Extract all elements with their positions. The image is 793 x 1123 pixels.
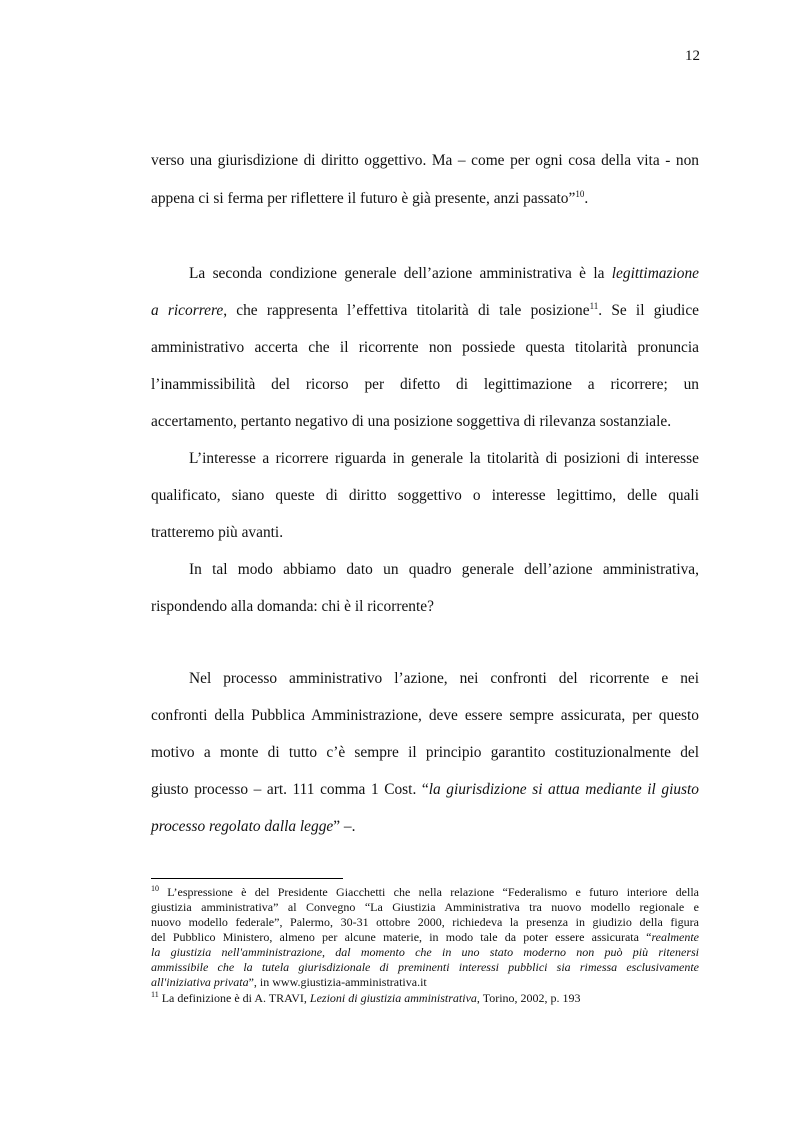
footnote-10 xyxy=(151,885,699,900)
text-line: qualificato, siano queste di diritto soggettivo o interesse legittimo, delle quali xyxy=(151,487,699,504)
footnote-line xyxy=(151,930,699,945)
text-line: accertamento, pertanto negativo di una posizione soggettiva di rilevanza sostanziale. xyxy=(151,413,672,430)
text-span: appena ci si ferma per riflettere il futuro è già presente, anzi passato” xyxy=(151,190,576,207)
text-span: L’espressione è del Presidente Giacchetti che nella relazione “Federalismo e futuro interiore della xyxy=(159,885,699,899)
text-line: rispondendo alla domanda: chi è il ricorrente? xyxy=(151,598,434,615)
text-span: . xyxy=(584,190,589,207)
text-line xyxy=(151,817,699,837)
text-line: l’inammissibilità del ricorso per difetto di legittimazione a ricorrere; un xyxy=(151,376,699,393)
text-line: amministrativo accerta che il ricorrente non possiede questa titolarità pronuncia xyxy=(151,339,699,356)
text-line: verso una giurisdizione di diritto oggettivo. Ma – come per ogni cosa della vita - non xyxy=(151,152,699,169)
page-number: 12 xyxy=(685,48,700,64)
text-span: La definizione è di A. TRAVI, xyxy=(158,991,310,1005)
emphasis-text: la giustizia nell'amministrazione, dal momento che in uno stato moderno non può più ritenersi xyxy=(151,945,699,959)
footnote-line xyxy=(151,960,699,975)
text-span: ” –. xyxy=(333,818,356,835)
emphasis-text: realmente xyxy=(651,930,699,944)
text-span: giusto processo – art. 111 comma 1 Cost. “ xyxy=(151,781,429,798)
footnote-ref-10[interactable]: 10 xyxy=(575,189,585,199)
emphasis-text: all'iniziativa privata xyxy=(151,975,249,989)
emphasis-text: processo regolato dalla legge xyxy=(151,818,334,835)
text-span: . Se il giudice xyxy=(598,302,700,319)
text-span: La seconda condizione generale dell’azione amministrativa è la xyxy=(189,265,612,282)
footnote-separator xyxy=(151,878,343,879)
text-line xyxy=(151,189,699,209)
footnote-line xyxy=(151,945,699,960)
text-line: confronti della Pubblica Amministrazione, deve essere sempre assicurata, per questo xyxy=(151,707,699,724)
emphasis-text: Lezioni di giustizia amministrativa xyxy=(309,991,477,1005)
footnote-11 xyxy=(151,991,699,1006)
footnote-line xyxy=(151,975,699,990)
footnote-line: nuovo modello federale”, Palermo, 30-31 ottobre 2000, richiedeva la presenza in giudizio della figura xyxy=(151,915,699,929)
text-line: In tal modo abbiamo dato un quadro generale dell’azione amministrativa, xyxy=(189,561,699,578)
footnote-number: 11 xyxy=(151,990,159,999)
footnote-number: 10 xyxy=(151,884,159,893)
text-span: , che rappresenta l’effettiva titolarità di tale posizione xyxy=(223,302,590,319)
text-line: Nel processo amministrativo l’azione, nei confronti del ricorrente e nei xyxy=(189,670,699,687)
text-line xyxy=(151,301,699,321)
emphasis-text: a ricorrere xyxy=(151,302,224,319)
footnote-ref-11[interactable]: 11 xyxy=(589,301,599,311)
text-span: , Torino, 2002, p. 193 xyxy=(476,991,581,1005)
text-line: L’interesse a ricorrere riguarda in generale la titolarità di posizioni di interesse xyxy=(189,450,699,467)
footnote-line: giustizia amministrativa” al Convegno “La Giustizia Amministrativa tra nuovo modello regionale e xyxy=(151,900,699,914)
text-span: del Pubblico Ministero, almeno per alcune materie, in modo tale da poter essere assicurata “ xyxy=(151,930,652,944)
text-line: tratteremo più avanti. xyxy=(151,524,284,541)
emphasis-text: ammissibile che la tutela giurisdizionale di preminenti interessi pubblici sia rimessa esclusivamente xyxy=(151,960,699,974)
emphasis-text: la giurisdizione si attua mediante il giusto xyxy=(428,781,699,798)
text-line xyxy=(189,264,699,284)
text-line: motivo a monte di tutto c’è sempre il principio garantito costituzionalmente del xyxy=(151,744,699,761)
emphasis-text: legittimazione xyxy=(611,265,699,282)
text-span: ”, in www.giustizia-amministrativa.it xyxy=(248,975,427,989)
text-line xyxy=(151,780,699,800)
